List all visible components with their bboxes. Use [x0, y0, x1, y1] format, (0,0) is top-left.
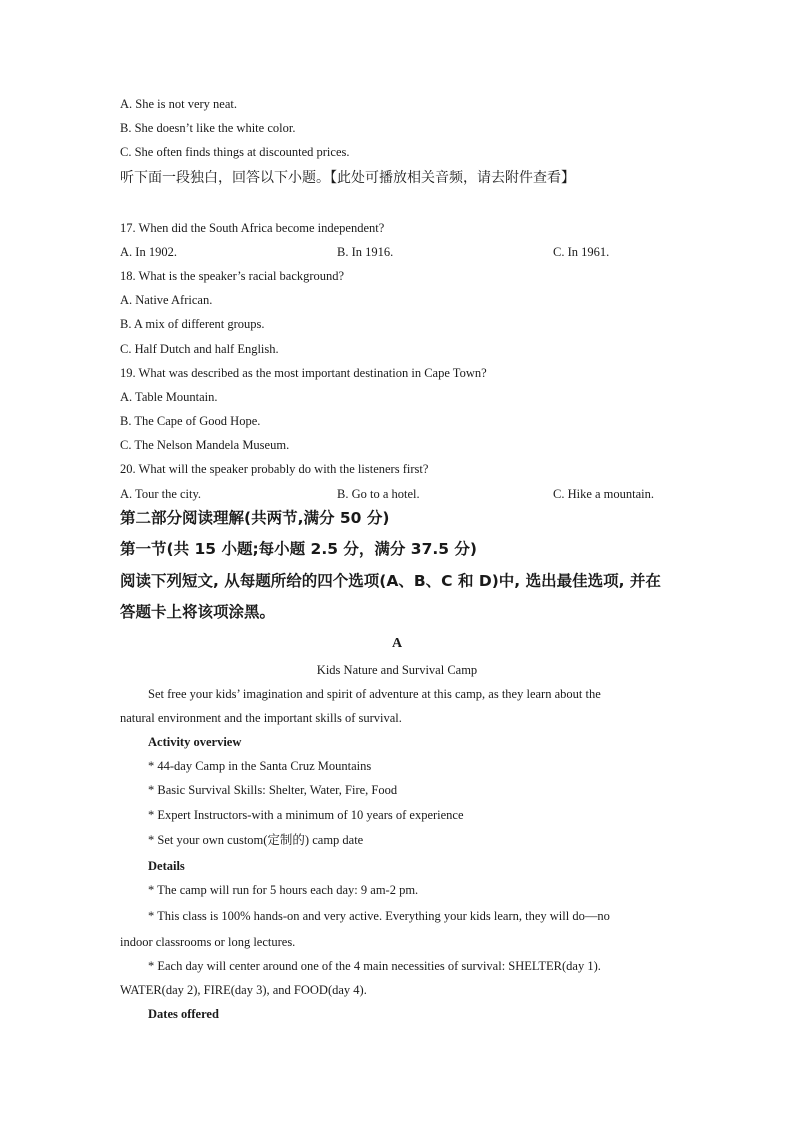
- q18-option-c: C. Half Dutch and half English.: [120, 342, 279, 356]
- details-item-2-line2: indoor classrooms or long lectures.: [120, 935, 296, 949]
- q20-option-a: A. Tour the city.: [120, 487, 202, 501]
- passage-title: Kids Nature and Survival Camp: [316, 663, 478, 677]
- reading-instructions-line1: 阅读下列短文, 从每题所给的四个选项(A、B、C 和 D)中, 选出最佳选项, 并在: [120, 572, 661, 590]
- q19-option-a: A. Table Mountain.: [120, 390, 218, 404]
- q20-option-b: B. Go to a hotel.: [337, 487, 420, 501]
- q16-option-c: C. She often finds things at discounted prices.: [120, 145, 350, 159]
- part2-title: 第二部分阅读理解(共两节,满分 50 分): [120, 509, 390, 527]
- intro-line1: Set free your kids’ imagination and spirit of adventure at this camp, as they learn about the: [148, 687, 601, 701]
- q19-option-b: B. The Cape of Good Hope.: [120, 414, 261, 428]
- monologue-instruction: 听下面一段独白，回答以下小题。【此处可播放相关音频，请去附件查看】: [120, 170, 575, 186]
- details-heading: Details: [148, 859, 185, 873]
- activity-overview-heading: Activity overview: [148, 735, 242, 749]
- q17-question: 17. When did the South Africa become independent?: [120, 221, 385, 235]
- q20-option-c: C. Hike a mountain.: [553, 487, 655, 501]
- section1-title: 第一节(共 15 小题;每小题 2.5 分，满分 37.5 分): [120, 540, 478, 558]
- dates-offered-heading: Dates offered: [148, 1007, 219, 1021]
- details-item-3-line1: * Each day will center around one of the 4 main necessities of survival: SHELTER(day 1).: [148, 959, 601, 973]
- q18-option-a: A. Native African.: [120, 293, 213, 307]
- activity-item-3: * Expert Instructors-with a minimum of 10 years of experience: [148, 808, 464, 822]
- q16-option-b: B. She doesn’t like the white color.: [120, 121, 296, 135]
- activity-item-4: * Set your own custom(定制的) camp date: [148, 833, 364, 847]
- q18-option-b: B. A mix of different groups.: [120, 317, 265, 331]
- q17-option-a: A. In 1902.: [120, 245, 177, 259]
- q18-question: 18. What is the speaker’s racial background?: [120, 269, 345, 283]
- details-item-1: * The camp will run for 5 hours each day: 9 am-2 pm.: [148, 883, 419, 897]
- activity-item-2: * Basic Survival Skills: Shelter, Water, Fire, Food: [148, 783, 398, 797]
- reading-instructions-line2: 答题卡上将该项涂黑。: [120, 603, 276, 621]
- q19-option-c: C. The Nelson Mandela Museum.: [120, 438, 290, 452]
- q17-option-b: B. In 1916.: [337, 245, 394, 259]
- q20-question: 20. What will the speaker probably do with the listeners first?: [120, 462, 429, 476]
- q17-option-c: C. In 1961.: [553, 245, 610, 259]
- q16-option-a: A. She is not very neat.: [120, 97, 237, 111]
- passage-letter: A: [391, 636, 403, 651]
- activity-item-1: * 44-day Camp in the Santa Cruz Mountains: [148, 759, 372, 773]
- q19-question: 19. What was described as the most important destination in Cape Town?: [120, 366, 487, 380]
- details-item-3-line2: WATER(day 2), FIRE(day 3), and FOOD(day 4).: [120, 983, 367, 997]
- intro-line2: natural environment and the important skills of survival.: [120, 711, 402, 725]
- details-item-2-line1: * This class is 100% hands-on and very active. Everything your kids learn, they will do—no: [148, 909, 610, 923]
